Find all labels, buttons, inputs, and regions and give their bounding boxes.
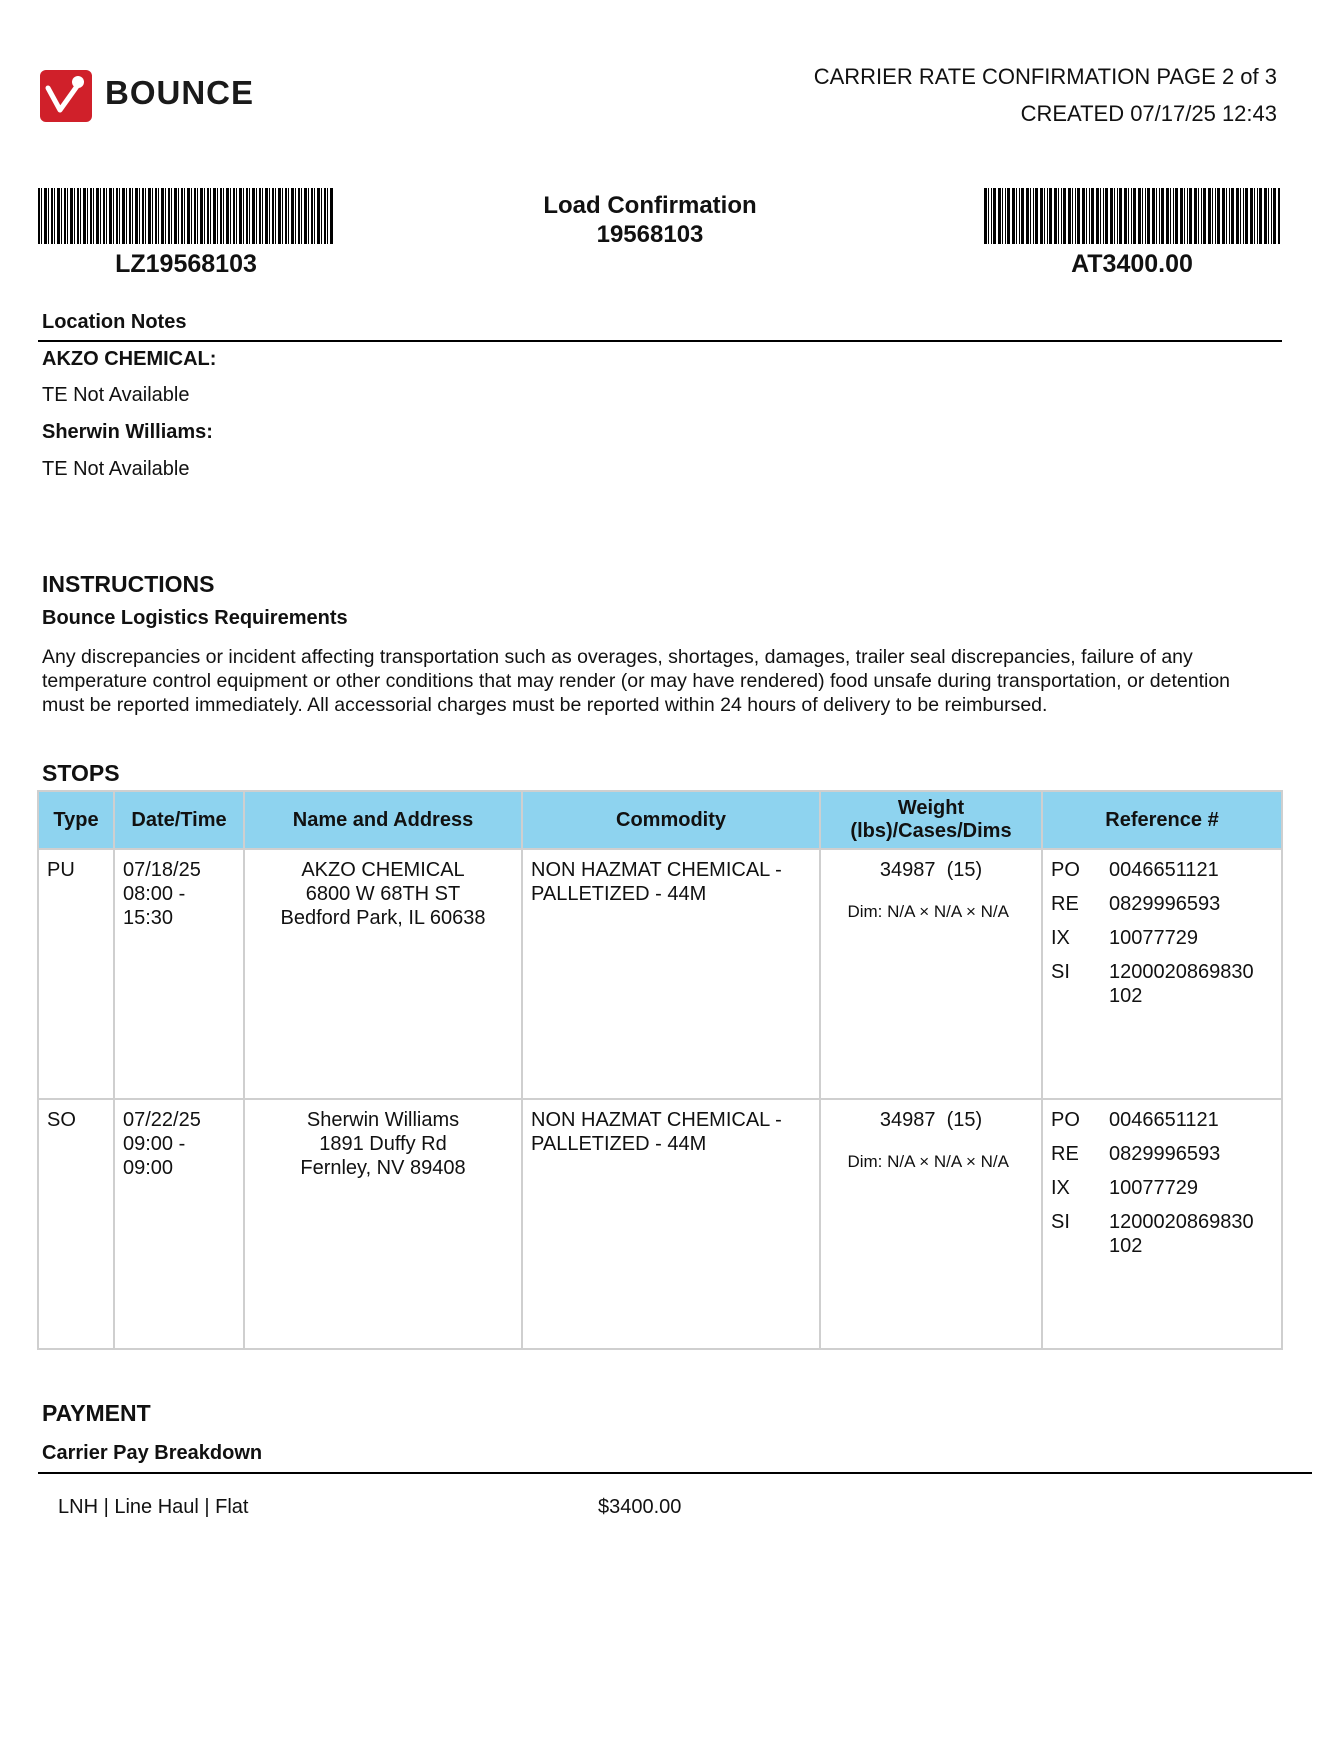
- reference-code: SI: [1051, 1211, 1070, 1233]
- amount-barcode-label: AT3400.00: [1071, 250, 1193, 278]
- stop-weight: [820, 1099, 1042, 1349]
- stop-datetime: [114, 849, 244, 1099]
- payment-item-amount: $3400.00: [598, 1496, 682, 1518]
- created-timestamp: CREATED 07/17/25 12:43: [1020, 101, 1277, 126]
- confirmation-number: 19568103: [596, 221, 704, 248]
- payment-subheading: Carrier Pay Breakdown: [42, 1442, 263, 1464]
- reference-value: 0829996593: [1109, 893, 1221, 915]
- stop-date: 07/18/25: [123, 859, 201, 881]
- company-logo: [40, 68, 296, 126]
- stop-address-line: 1891 Duffy Rd: [319, 1133, 447, 1155]
- stop-name-address: [244, 1099, 522, 1349]
- stop-references: [1042, 849, 1282, 1099]
- reference-item: [1051, 1142, 1273, 1166]
- amount-barcode: [984, 188, 1280, 244]
- weight-header-line: (lbs)/Cases/Dims: [850, 820, 1012, 842]
- location-note-name: Sherwin Williams:: [42, 421, 213, 443]
- payment-heading: PAYMENT: [42, 1400, 151, 1426]
- column-header-commodity: Commodity: [522, 791, 820, 849]
- stop-address-line: 6800 W 68TH ST: [305, 883, 461, 905]
- reference-item: [1051, 926, 1273, 950]
- reference-value: 1200020869830 102: [1109, 1211, 1254, 1257]
- reference-value: 10077729: [1109, 927, 1198, 949]
- location-notes-heading: Location Notes: [42, 311, 187, 333]
- weight-header-line: Weight: [897, 797, 965, 819]
- stop-name-address: [244, 849, 522, 1099]
- dims-value: Dim: N/A × N/A × N/A: [847, 902, 1009, 921]
- reference-value: 0046651121: [1109, 859, 1219, 881]
- location-note-text: TE Not Available: [42, 458, 190, 480]
- instructions-line: temperature control equipment or other conditions that may render (or may have rendered) food unsafe during transportation, or detention: [42, 670, 1231, 692]
- instructions-line: Any discrepancies or incident affecting transportation such as overages, shortages, damages, trailer seal discrepancies, failure of any: [42, 646, 1193, 668]
- reference-code: PO: [1051, 859, 1080, 881]
- stop-references: [1042, 1099, 1282, 1349]
- stop-commodity: [522, 1099, 820, 1349]
- weight-value: 34987 (15): [879, 1109, 983, 1131]
- reference-item: [1051, 1176, 1273, 1200]
- instructions-line: must be reported immediately. All accessorial charges must be reported within 24 hours of delivery to be reimbursed.: [42, 694, 1048, 716]
- dims-value: Dim: N/A × N/A × N/A: [847, 1152, 1009, 1171]
- stop-name: AKZO CHEMICAL: [301, 859, 465, 881]
- reference-code: SI: [1051, 961, 1070, 983]
- commodity-line: NON HAZMAT CHEMICAL -: [531, 1109, 782, 1131]
- stop-commodity: [522, 849, 820, 1099]
- instructions-subheading: Bounce Logistics Requirements: [42, 607, 348, 629]
- payment-item-description: LNH | Line Haul | Flat: [58, 1496, 249, 1518]
- column-header-reference: Reference #: [1042, 791, 1282, 849]
- stop-time-end: 15:30: [123, 907, 174, 929]
- load-barcode: [38, 188, 334, 244]
- stops-table: [37, 790, 1283, 1350]
- reference-value: 0829996593: [1109, 1143, 1221, 1165]
- stops-heading: STOPS: [42, 760, 120, 786]
- reference-item: [1051, 1108, 1273, 1132]
- section-divider: [38, 1472, 1312, 1474]
- instructions-heading: INSTRUCTIONS: [42, 571, 215, 597]
- stop-type: SO: [38, 1099, 114, 1349]
- stop-datetime: [114, 1099, 244, 1349]
- stop-time-start: 09:00 -: [123, 1133, 186, 1155]
- reference-item: [1051, 892, 1273, 916]
- reference-value: 1200020869830 102: [1109, 961, 1254, 1007]
- stop-address-line: Bedford Park, IL 60638: [280, 907, 486, 929]
- location-note-text: TE Not Available: [42, 384, 190, 406]
- table-row: [38, 1099, 1282, 1349]
- reference-value: 10077729: [1109, 1177, 1198, 1199]
- stop-time-start: 08:00 -: [123, 883, 186, 905]
- commodity-line: PALLETIZED - 44M: [531, 1133, 707, 1155]
- table-row: [38, 849, 1282, 1099]
- reference-item: [1051, 1210, 1273, 1258]
- reference-item: [1051, 960, 1273, 1008]
- reference-value: 0046651121: [1109, 1109, 1219, 1131]
- logo-mark-icon: [40, 70, 92, 122]
- confirmation-title: Load Confirmation: [543, 192, 757, 219]
- weight-value: 34987 (15): [879, 859, 983, 881]
- instructions-text: [42, 645, 1302, 717]
- location-note-name: AKZO CHEMICAL:: [42, 348, 217, 370]
- stop-type: PU: [38, 849, 114, 1099]
- section-divider: [38, 340, 1282, 342]
- brand-name: BOUNCE: [105, 74, 255, 111]
- stop-address-line: Fernley, NV 89408: [300, 1157, 466, 1179]
- load-barcode-label: LZ19568103: [115, 250, 257, 278]
- commodity-line: NON HAZMAT CHEMICAL -: [531, 859, 782, 881]
- stop-weight: [820, 849, 1042, 1099]
- reference-code: RE: [1051, 893, 1079, 915]
- reference-code: IX: [1051, 927, 1070, 949]
- commodity-line: PALLETIZED - 44M: [531, 883, 707, 905]
- page-title: CARRIER RATE CONFIRMATION PAGE 2 of 3: [813, 64, 1277, 89]
- column-header-type: Type: [38, 791, 114, 849]
- column-header-weight: [820, 791, 1042, 849]
- column-header-name-address: Name and Address: [244, 791, 522, 849]
- reference-code: RE: [1051, 1143, 1079, 1165]
- column-header-datetime: Date/Time: [114, 791, 244, 849]
- reference-item: [1051, 858, 1273, 882]
- reference-code: PO: [1051, 1109, 1080, 1131]
- stop-date: 07/22/25: [123, 1109, 201, 1131]
- stop-name: Sherwin Williams: [306, 1109, 460, 1131]
- reference-code: IX: [1051, 1177, 1070, 1199]
- table-header-row: [38, 791, 1282, 849]
- stop-time-end: 09:00: [123, 1157, 174, 1179]
